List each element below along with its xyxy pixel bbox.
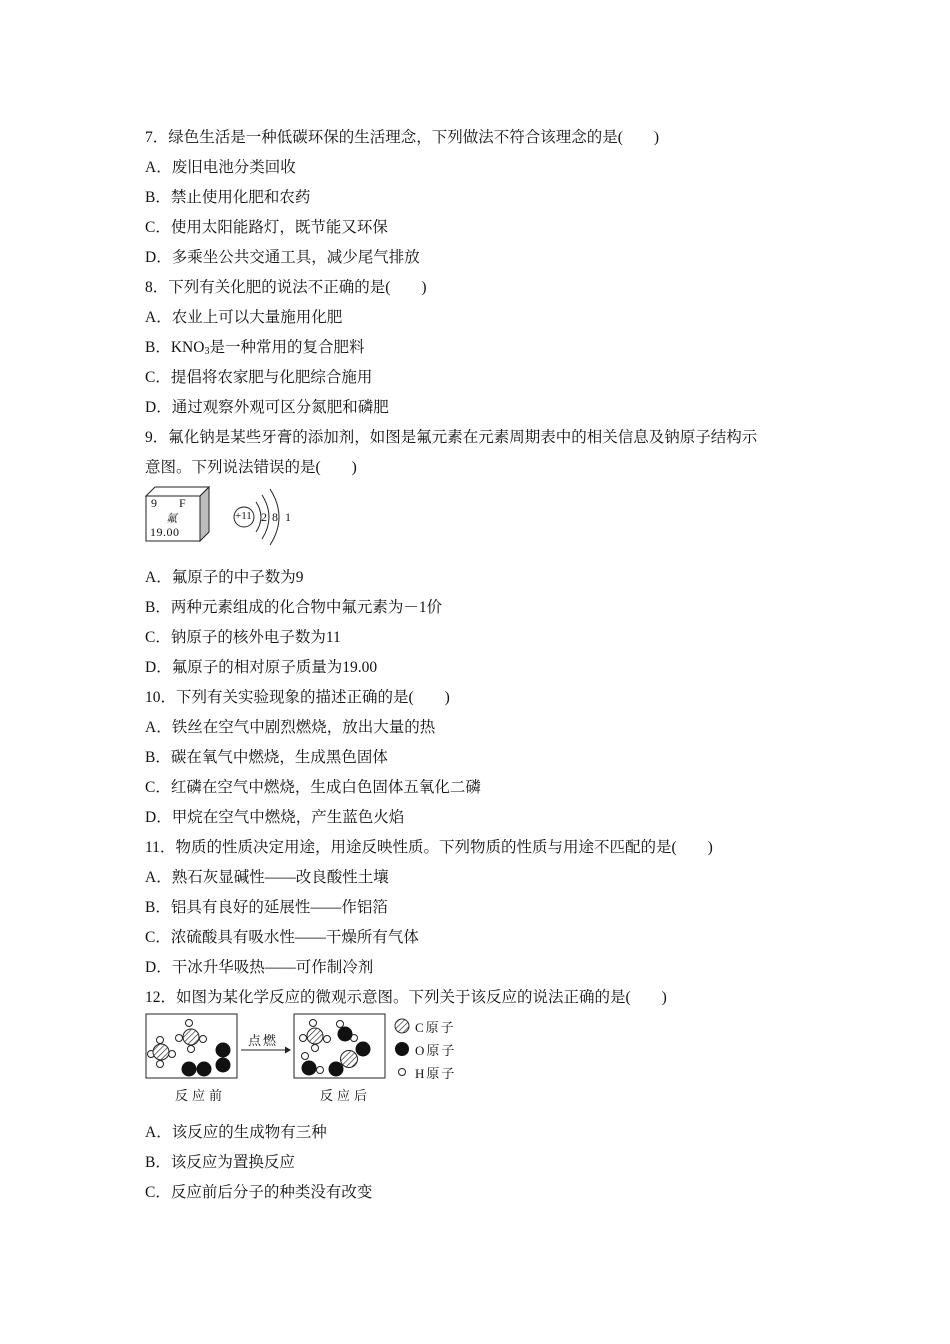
atomic-mass: 19.00 bbox=[150, 525, 180, 539]
shell-2-electrons: 8 bbox=[272, 510, 278, 524]
question-11-option-d: D．干冰升华吸热——可作制冷剂 bbox=[145, 959, 374, 976]
reaction-diagram bbox=[145, 1013, 475, 1105]
question-9-option-c: C．钠原子的核外电子数为11 bbox=[145, 629, 341, 646]
question-12-option-c: C．反应前后分子的种类没有改变 bbox=[145, 1184, 373, 1201]
legend-carbon: C原子 bbox=[415, 1020, 456, 1035]
question-12-option-a: A．该反应的生成物有三种 bbox=[145, 1124, 327, 1141]
element-symbol: F bbox=[179, 496, 186, 510]
question-9-option-b: B．两种元素组成的化合物中氟元素为－1价 bbox=[145, 599, 443, 616]
question-10-stem: 10．下列有关实验现象的描述正确的是( ) bbox=[145, 689, 450, 706]
atomic-number: 9 bbox=[151, 496, 157, 510]
question-12-option-b: B．该反应为置换反应 bbox=[145, 1154, 295, 1171]
reaction-condition-label: 点燃 bbox=[248, 1034, 279, 1049]
question-10-option-b: B．碳在氧气中燃烧，生成黑色固体 bbox=[145, 749, 388, 766]
legend-hydrogen: H原子 bbox=[415, 1066, 457, 1081]
element-name: 氟 bbox=[166, 513, 177, 525]
question-11-option-c: C．浓硫酸具有吸水性——干燥所有气体 bbox=[145, 929, 419, 946]
question-12-stem: 12．如图为某化学反应的微观示意图。下列关于该反应的说法正确的是( ) bbox=[145, 989, 667, 1006]
after-label: 反应后 bbox=[320, 1089, 372, 1104]
element-card-fluorine bbox=[145, 486, 211, 542]
question-11-option-b: B．铝具有良好的延展性——作铝箔 bbox=[145, 899, 388, 916]
shell-3-electrons: 1 bbox=[285, 510, 291, 524]
question-10-option-d: D．甲烷在空气中燃烧，产生蓝色火焰 bbox=[145, 809, 405, 826]
question-7-option-b: B．禁止使用化肥和农药 bbox=[145, 189, 311, 206]
question-7-stem: 7．绿色生活是一种低碳环保的生活理念，下列做法不符合该理念的是( ) bbox=[145, 129, 660, 146]
question-7-option-c: C．使用太阳能路灯，既节能又环保 bbox=[145, 219, 388, 236]
nucleus-charge: +11 bbox=[235, 510, 252, 522]
question-8-option-b: B．$KNO_3$是一种常用的复合肥料 bbox=[145, 339, 365, 357]
question-8-stem: 8．下列有关化肥的说法不正确的是( ) bbox=[145, 279, 427, 296]
question-8-option-d: D．通过观察外观可区分氮肥和磷肥 bbox=[145, 399, 389, 416]
question-9-option-a: A．氟原子的中子数为9 bbox=[145, 569, 304, 586]
shell-1-electrons: 2 bbox=[261, 510, 267, 524]
question-9-stem: 9．氟化钠是某些牙膏的添加剂，如图是氟元素在元素周期表中的相关信息及钠原子结构示 bbox=[145, 429, 758, 446]
question-9-stem-cont: 意图。下列说法错误的是( ) bbox=[145, 459, 357, 476]
question-8-option-a: A．农业上可以大量施用化肥 bbox=[145, 309, 343, 326]
question-9-option-d: D．氟原子的相对原子质量为19.00 bbox=[145, 659, 378, 676]
question-7-option-a: A．废旧电池分类回收 bbox=[145, 159, 296, 176]
legend-oxygen: O原子 bbox=[415, 1043, 457, 1058]
question-8-option-c: C．提倡将农家肥与化肥综合施用 bbox=[145, 369, 373, 386]
question-11-stem: 11．物质的性质决定用途，用途反映性质。下列物质的性质与用途不匹配的是( ) bbox=[145, 839, 713, 856]
sodium-atom-diagram bbox=[230, 486, 300, 546]
question-10-option-c: C．红磷在空气中燃烧，生成白色固体五氧化二磷 bbox=[145, 779, 481, 796]
question-10-option-a: A．铁丝在空气中剧烈燃烧，放出大量的热 bbox=[145, 719, 436, 736]
question-7-option-d: D．多乘坐公共交通工具，减少尾气排放 bbox=[145, 249, 420, 266]
question-11-option-a: A．熟石灰显碱性——改良酸性土壤 bbox=[145, 869, 389, 886]
before-label: 反应前 bbox=[175, 1089, 227, 1104]
